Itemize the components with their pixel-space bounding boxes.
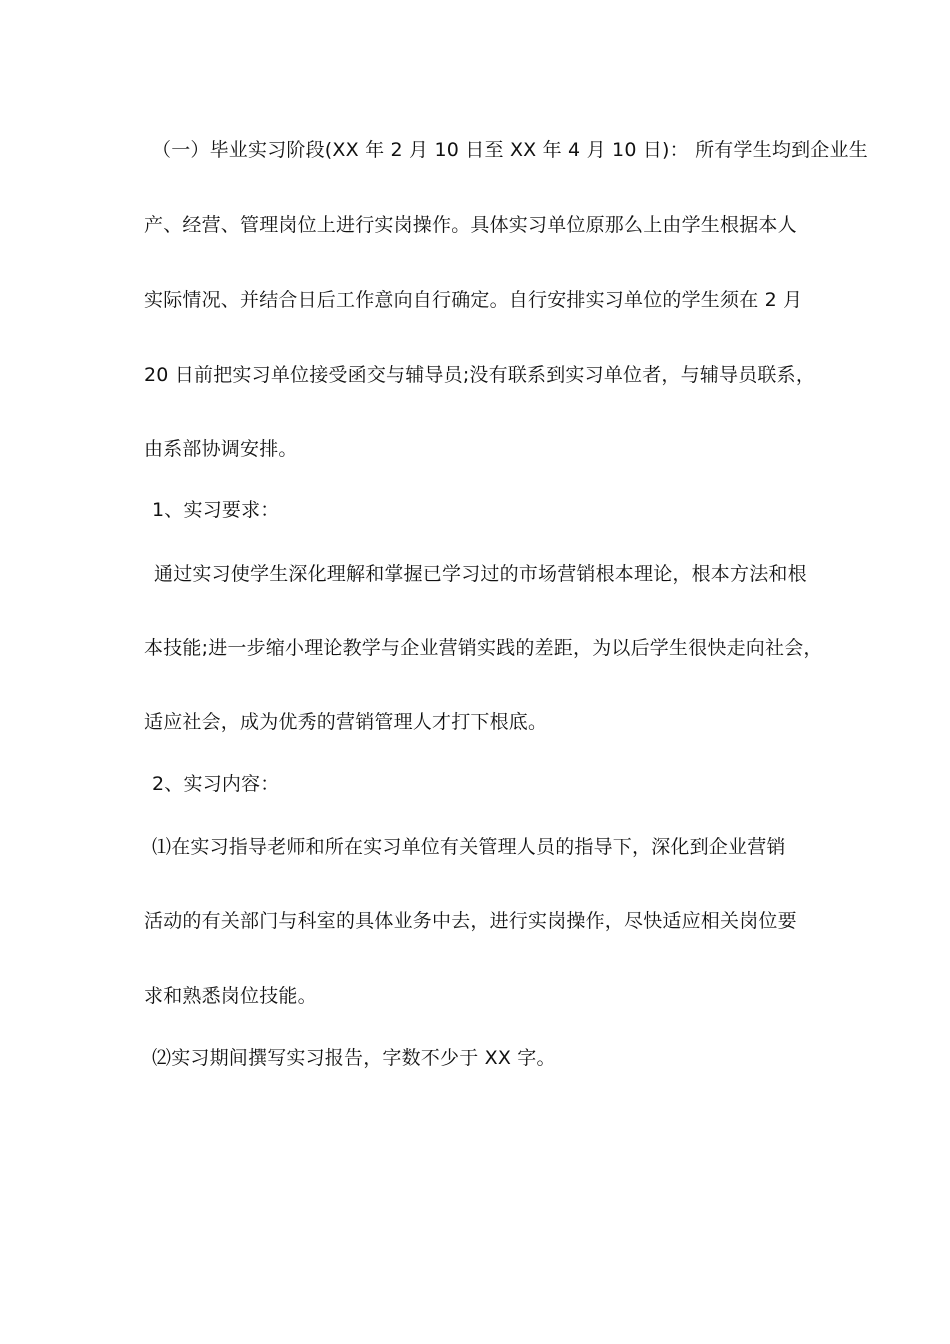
- paragraph-line: 20 日前把实习单位接受函交与辅导员;没有联系到实习单位者，与辅导员联系，: [144, 364, 816, 386]
- paragraph-line: 实际情况、并结合日后工作意向自行确定。自行安排实习单位的学生须在 2 月: [144, 289, 803, 311]
- item-heading-content: 2、实习内容：: [152, 773, 280, 795]
- paragraph-line: 本技能;进一步缩小理论教学与企业营销实践的差距，为以后学生很快走向社会，: [144, 637, 823, 659]
- paragraph-line: 由系部协调安排。: [144, 438, 298, 460]
- paragraph-line: 适应社会，成为优秀的营销管理人才打下根底。: [144, 711, 548, 733]
- paragraph-line: 通过实习使学生深化理解和掌握已学习过的市场营销根本理论，根本方法和根: [154, 563, 807, 585]
- section-heading: （一）毕业实习阶段(XX 年 2 月 10 日至 XX 年 4 月 10 日)： 所有学生均到企业生: [152, 139, 868, 161]
- paragraph-line: 产、经营、管理岗位上进行实岗操作。具体实习单位原那么上由学生根据本人: [144, 214, 797, 236]
- paragraph-line: 活动的有关部门与科室的具体业务中去，进行实岗操作，尽快适应相关岗位要: [144, 910, 797, 932]
- paragraph-line: 求和熟悉岗位技能。: [144, 985, 317, 1007]
- paragraph-line: ⑵实习期间撰写实习报告，字数不少于 XX 字。: [152, 1047, 556, 1069]
- paragraph-line: ⑴在实习指导老师和所在实习单位有关管理人员的指导下，深化到企业营销: [152, 836, 786, 858]
- item-heading-requirements: 1、实习要求：: [152, 499, 280, 521]
